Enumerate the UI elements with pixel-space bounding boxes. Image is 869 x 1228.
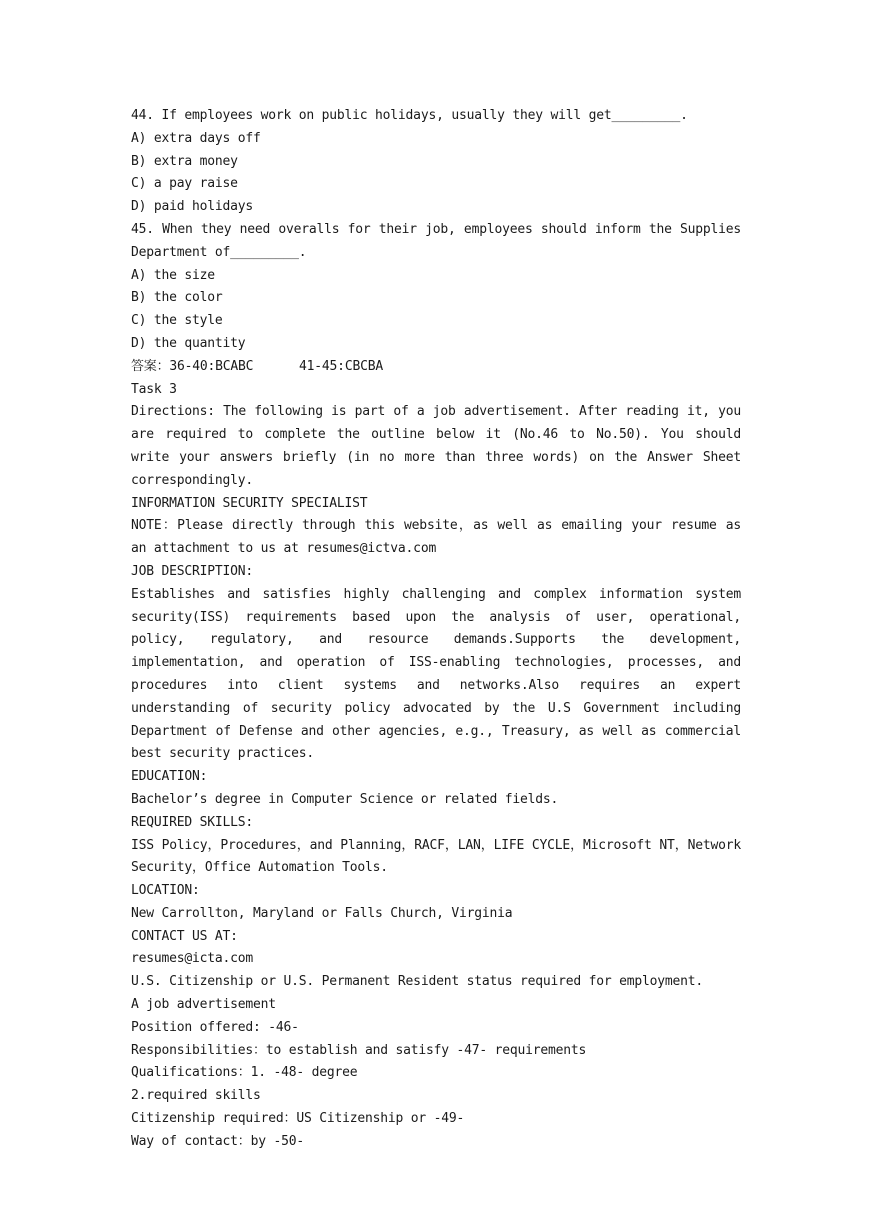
question-44-option-d: D) paid holidays	[131, 199, 254, 215]
question-44-option-c: C) a pay raise	[131, 176, 238, 192]
location-label: LOCATION:	[131, 883, 200, 899]
contact-label: CONTACT US AT:	[131, 928, 238, 944]
question-44-stem: 44. If employees work on public holidays, usually they will get_________.	[131, 108, 688, 123]
required-skills-text: ISS Policy，Procedures，and Planning，RACF，LAN，LIFE CYCLE，Microsoft NT，Network Security，Office Automation Tools.	[131, 837, 741, 876]
question-45-option-b: B) the color	[131, 290, 223, 306]
task-title: Task 3	[131, 381, 177, 397]
outline-title: A job advertisement	[131, 997, 276, 1013]
education-text: Bachelor’s degree in Computer Science or related fields.	[131, 791, 559, 807]
outline-contact: Way of contact：by -50-	[131, 1133, 304, 1149]
job-description-text: Establishes and satisfies highly challenging and complex information system security(ISS) requirements based upon the analysis of user, operational, policy, regulatory, and resource demands.Supports the development, implementation, and operation of ISS-enabling technologies, processes, and procedures into client systems and networks.Also requires an expert understanding of security policy advocated by the U.S Government including Department of Defense and other agencies, e.g., Treasury, as well as commercial best security practices.	[131, 586, 741, 762]
required-skills-label: REQUIRED SKILLS:	[131, 814, 254, 830]
outline-citizenship: Citizenship required：US Citizenship or -49-	[131, 1111, 465, 1127]
education-label: EDUCATION:	[131, 769, 208, 785]
question-45-option-c: C) the style	[131, 313, 223, 329]
question-45-option-d: D) the quantity	[131, 335, 246, 351]
question-45-stem: 45. When they need overalls for their job, employees should inform the Supplies Department of_________.	[131, 221, 741, 260]
question-45-option-a: A) the size	[131, 267, 215, 283]
job-description-label: JOB DESCRIPTION:	[131, 563, 254, 579]
citizenship-requirement: U.S. Citizenship or U.S. Permanent Resident status required for employment.	[131, 974, 703, 990]
question-44-option-b: B) extra money	[131, 153, 238, 169]
ad-note: NOTE：Please directly through this website，as well as emailing your resume as an attachment to us at resumes@ictva.com	[131, 518, 741, 557]
document-page	[131, 105, 741, 1154]
outline-responsibilities: Responsibilities：to establish and satisfy -47- requirements	[131, 1042, 587, 1058]
contact-email: resumes@icta.com	[131, 951, 254, 967]
outline-qualifications: Qualifications：1. -48- degree	[131, 1065, 358, 1081]
answer-key: 答案：36-40:BCABC 41-45:CBCBA	[131, 358, 383, 374]
ad-heading: INFORMATION SECURITY SPECIALIST	[131, 495, 368, 511]
question-44-option-a: A) extra days off	[131, 130, 261, 146]
task-directions: Directions: The following is part of a job advertisement. After reading it, you are required to complete the outline below it (No.46 to No.50). You should write your answers briefly (in no more than three words) on the Answer Sheet correspondingly.	[131, 404, 741, 488]
outline-position: Position offered: -46-	[131, 1019, 299, 1035]
outline-skills: 2.required skills	[131, 1088, 261, 1104]
location-text: New Carrollton, Maryland or Falls Church, Virginia	[131, 905, 513, 921]
